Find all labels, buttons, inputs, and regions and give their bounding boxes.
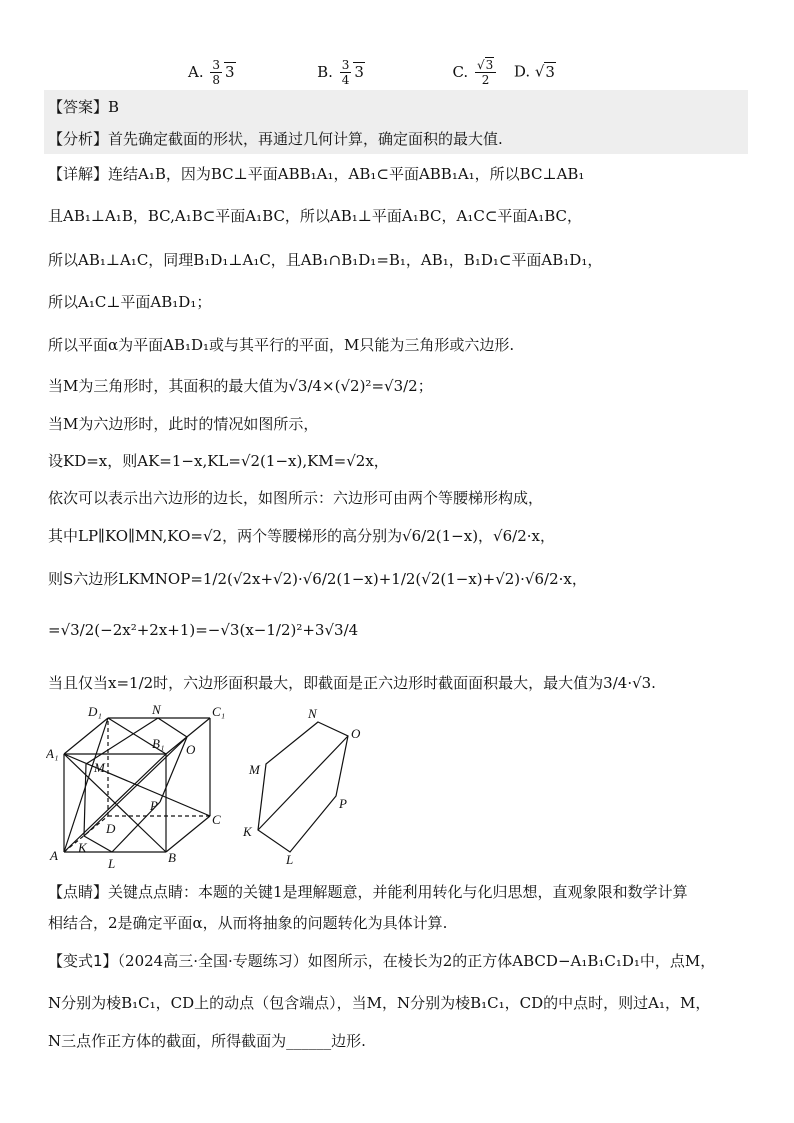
option-a: A. $\frac{3}{8}$ 3 bbox=[188, 58, 235, 87]
detail-line-7: 当M为六边形时，此时的情况如图所示， bbox=[48, 415, 319, 433]
cube-label-p: P bbox=[150, 798, 158, 813]
detail-line-10: 其中LP∥KO∥MN,KO=√2，两个等腰梯形的高分别为√6/2(1−x)，√6/2·x， bbox=[48, 527, 555, 545]
cube-label-l: L bbox=[108, 856, 116, 871]
hex-label-l: L bbox=[286, 852, 294, 864]
hexagon-outline bbox=[258, 722, 348, 852]
variant-line-3: N三点作正方体的截面，所得截面为______边形. bbox=[48, 1032, 366, 1050]
cube-label-c1: C₁ bbox=[212, 704, 226, 719]
detail-line-9: 依次可以表示出六边形的边长，如图所示：六边形可由两个等腰梯形构成， bbox=[48, 489, 544, 507]
cube-label-d: D bbox=[106, 821, 116, 836]
detail-line-12: =√3/2(−2x²+2x+1)=−√3(x−1/2)²+3√3/4 bbox=[48, 621, 359, 639]
option-c: C. $\frac{√3}{2}$ bbox=[452, 63, 503, 81]
detail-line-3: 所以AB₁⊥A₁C，同理B₁D₁⊥A₁C，且AB₁∩B₁D₁=B₁，AB₁，B₁D₁⊂平面AB₁D₁， bbox=[48, 251, 603, 269]
detail-line-8: 设KD=x，则AK=1−x,KL=√2(1−x),KM=√2x， bbox=[48, 452, 389, 470]
cube-label-b1: B₁ bbox=[152, 736, 165, 751]
detail-line-4: 所以A₁C⊥平面AB₁D₁； bbox=[48, 293, 212, 311]
option-d: D. √3 bbox=[513, 62, 555, 81]
hex-label-m: M bbox=[249, 762, 260, 777]
answer-line: 【答案】B bbox=[48, 98, 120, 116]
answer-blank[interactable]: ______ bbox=[286, 1032, 332, 1050]
cube-label-k: K bbox=[78, 840, 87, 855]
cube-label-d1: D₁ bbox=[88, 704, 102, 719]
option-a-root: 3 bbox=[225, 62, 235, 81]
hex-label-n: N bbox=[308, 706, 317, 721]
detail-line-13: 当且仅当x=1/2时，六边形面积最大，即截面是正六边形时截面面积最大，最大值为3/4·√3. bbox=[48, 674, 656, 692]
cube-figure bbox=[46, 702, 236, 872]
edge-b-c bbox=[166, 816, 210, 852]
edge-a1-d1 bbox=[64, 718, 108, 754]
comment-line-1: 【点睛】关键点点睛：本题的关键1是理解题意，并能利用转化与化归思想，直观象限和数学计算 bbox=[48, 883, 688, 901]
hex-k-o bbox=[84, 737, 187, 836]
variant-line-1: 【变式1】（2024高三·全国·专题练习）如图所示，在棱长为2的正方体ABCD−A₁B₁C₁D₁中，点M， bbox=[48, 952, 716, 970]
hexagon-figure bbox=[240, 704, 380, 864]
detail-line-2: 且AB₁⊥A₁B，BC,A₁B⊂平面A₁BC，所以AB₁⊥平面A₁BC，A₁C⊂平面A₁BC， bbox=[48, 207, 583, 225]
option-b: B. $\frac{3}{4}$ 3 bbox=[317, 58, 364, 87]
variant-line-2: N分别为棱B₁C₁，CD上的动点（包含端点），当M，N分别为棱B₁C₁，CD的中点时，则过A₁，M， bbox=[48, 994, 711, 1012]
cube-label-b: B bbox=[168, 850, 176, 865]
cube-label-m: M bbox=[94, 760, 105, 775]
hex-m-n bbox=[86, 718, 158, 764]
cube-label-c: C bbox=[212, 812, 221, 827]
comment-line-2: 相结合，2是确定平面α，从而将抽象的问题转化为具体计算. bbox=[48, 914, 448, 932]
hex-label-p: P bbox=[339, 796, 347, 811]
hexagon-diagonal-k-o bbox=[258, 736, 348, 830]
options-row bbox=[188, 58, 556, 87]
detail-line-1: 【详解】连结A₁B，因为BC⊥平面ABB₁A₁，AB₁⊂平面ABB₁A₁，所以BC⊥AB₁ bbox=[48, 165, 585, 183]
hex-n-o bbox=[158, 718, 187, 737]
cube-label-a: A bbox=[50, 848, 58, 863]
hex-label-k: K bbox=[243, 824, 252, 839]
detail-line-5: 所以平面α为平面AB₁D₁或与其平行的平面，M只能为三角形或六边形. bbox=[48, 336, 515, 354]
option-a-frac: $\frac{3}{8}$ bbox=[212, 58, 221, 87]
detail-line-11: 则S六边形LKMNOP=1/2(√2x+√2)·√6/2(1−x)+1/2(√2(1−x)+√2)·√6/2·x， bbox=[48, 570, 587, 588]
cube-label-o: O bbox=[186, 742, 196, 757]
hex-label-o: O bbox=[351, 726, 361, 741]
cube-label-a1: A₁ bbox=[46, 746, 59, 761]
detail-line-6: 当M为三角形时，其面积的最大值为√3/4×(√2)²=√3/2； bbox=[48, 377, 433, 395]
cube-label-n: N bbox=[152, 702, 161, 717]
analysis-line: 【分析】首先确定截面的形状，再通过几何计算，确定面积的最大值. bbox=[48, 130, 503, 148]
hex-l-k bbox=[84, 836, 112, 852]
